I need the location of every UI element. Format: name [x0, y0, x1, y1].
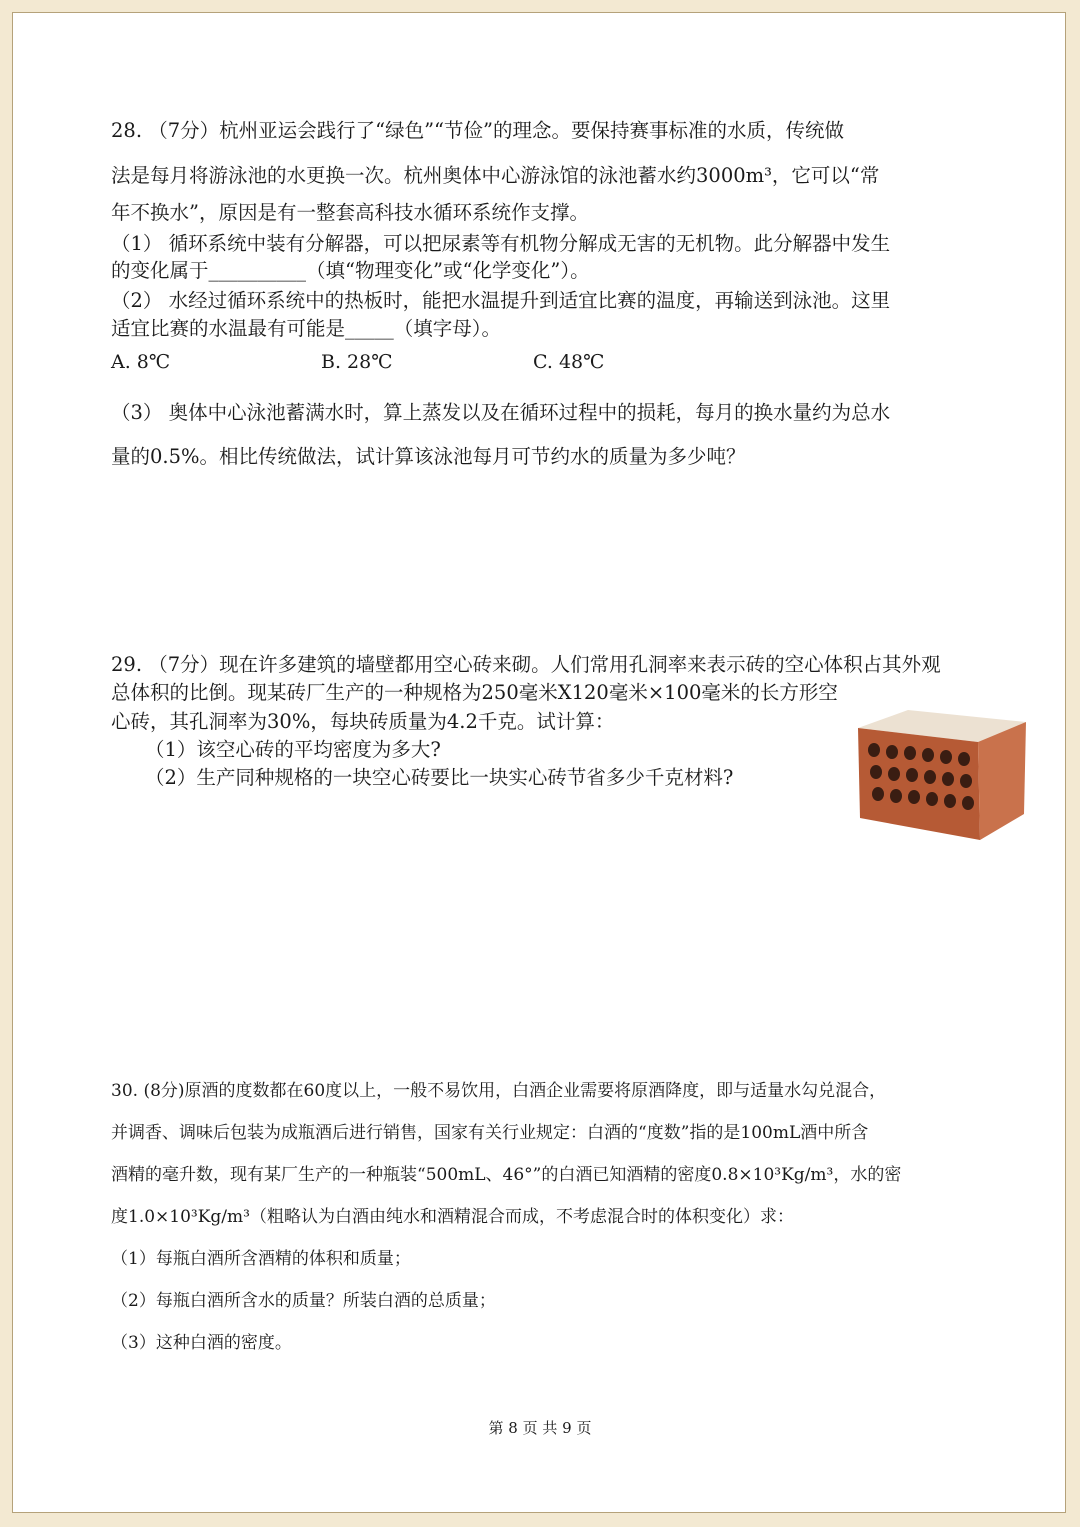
q28-line1: 28. （7分）杭州亚运会践行了“绿色”“节俭”的理念。要保持赛事标准的水质，传统做: [111, 119, 844, 142]
q28-line3: 年不换水”，原因是有一整套高科技水循环系统作支撑。: [111, 201, 589, 224]
q30-part1: （1）每瓶白酒所含酒精的体积和质量；: [111, 1249, 411, 1269]
q28-option-b: B. 28℃: [321, 351, 393, 373]
q29-line1: 29. （7分）现在许多建筑的墙壁都用空心砖来砌。人们常用孔洞率来表示砖的空心体积占其外观: [111, 653, 941, 676]
hollow-brick-image: [848, 708, 1028, 848]
q30-part2: （2）每瓶白酒所含水的质量？所装白酒的总质量；: [111, 1291, 496, 1311]
q28-option-a: A. 8℃: [111, 351, 171, 373]
exam-page: [12, 12, 1066, 1513]
q30-line4: 度1.0×10³Kg/m³（粗略认为白酒由纯水和酒精混合而成，不考虑混合时的体积变化）求：: [111, 1207, 794, 1227]
q29-part1: （1）该空心砖的平均密度为多大?: [145, 738, 441, 761]
q28-part1-line1: （1） 循环系统中装有分解器，可以把尿素等有机物分解成无害的无机物。此分解器中发生: [111, 232, 891, 255]
q30-part3: （3）这种白酒的密度。: [111, 1333, 292, 1353]
q29-part2: （2）生产同种规格的一块空心砖要比一块实心砖节省多少千克材料?: [145, 766, 734, 789]
q28-part3-line1: （3） 奥体中心泳池蓄满水时，算上蒸发以及在循环过程中的损耗，每月的换水量约为总水: [111, 401, 891, 424]
q28-option-c: C. 48℃: [533, 351, 605, 373]
q28-part3-line2: 量的0.5%。相比传统做法，试计算该泳池每月可节约水的质量为多少吨？: [111, 445, 746, 468]
q28-line2: 法是每月将游泳池的水更换一次。杭州奥体中心游泳馆的泳池蓄水约3000m³，它可以“常: [111, 164, 880, 187]
q30-line2: 并调香、调味后包装为成瓶酒后进行销售，国家有关行业规定：白酒的“度数”指的是100mL酒中所含: [111, 1123, 869, 1143]
q30-line3: 酒精的毫升数，现有某厂生产的一种瓶装“500mL、46°”的白酒已知酒精的密度0.8×10³Kg/m³，水的密: [111, 1165, 902, 1185]
q28-part1-line2: 的变化属于__________（填“物理变化”或“化学变化”）。: [111, 259, 590, 282]
q29-line2: 总体积的比倒。现某砖厂生产的一种规格为250毫米X120毫米×100毫米的长方形空: [111, 681, 838, 704]
q28-part2-line2: 适宜比赛的水温最有可能是_____（填字母）。: [111, 317, 502, 340]
q29-line3: 心砖，其孔洞率为30%，每块砖质量为4.2千克。试计算：: [111, 710, 615, 733]
q28-part2-line1: （2） 水经过循环系统中的热板时，能把水温提升到适宜比赛的温度，再输送到泳池。这里: [111, 289, 891, 312]
q30-line1: 30. (8分)原酒的度数都在60度以上，一般不易饮用，白酒企业需要将原酒降度，即与适量水勾兑混合，: [111, 1081, 887, 1101]
page-number-footer: 第 8 页 共 9 页: [488, 1419, 592, 1437]
brick-side-face: [978, 722, 1026, 840]
